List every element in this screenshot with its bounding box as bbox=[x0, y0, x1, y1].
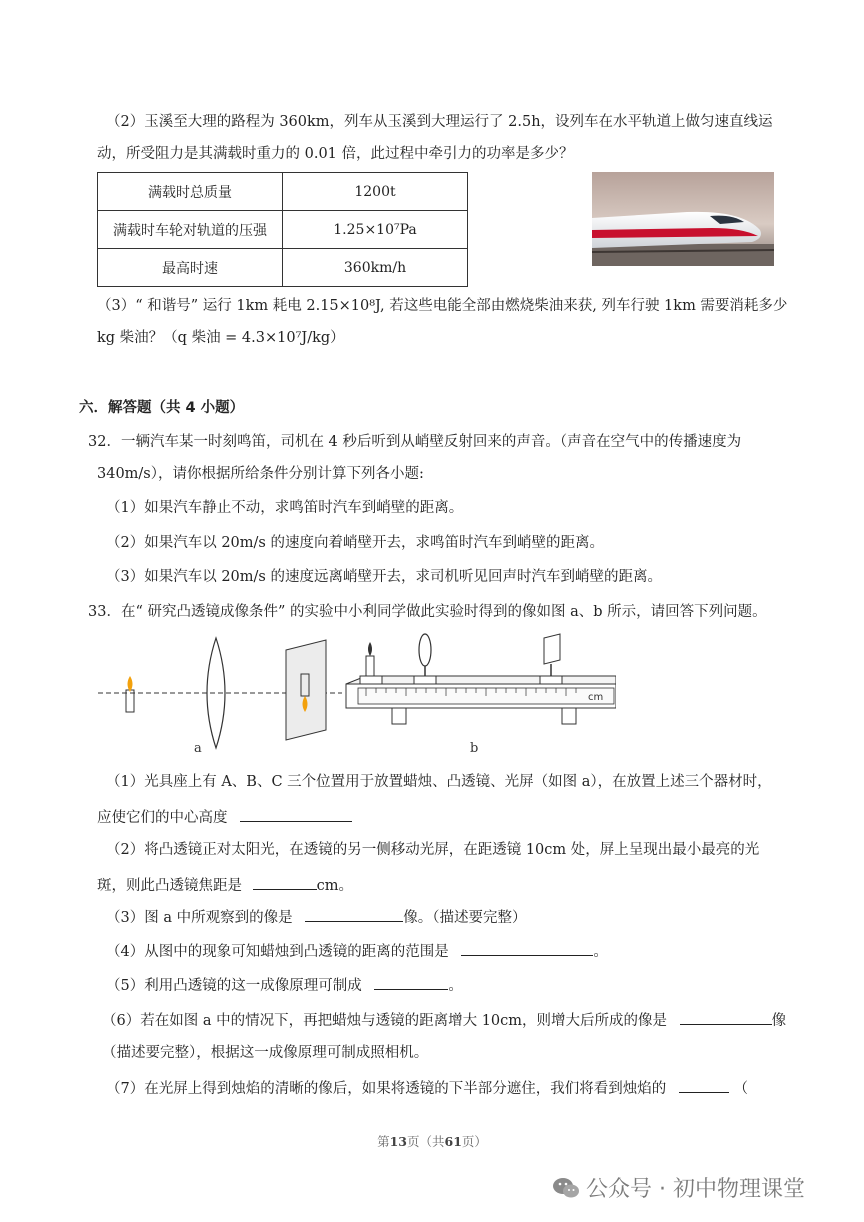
train-photo bbox=[592, 172, 774, 266]
p33-sub-1-line1: （1）光具座上有 A、B、C 三个位置用于放置蜡烛、凸透镜、光屏（如图 a），在放置上述三个器材时， bbox=[106, 774, 772, 790]
table-row bbox=[98, 249, 468, 287]
answer-blank[interactable] bbox=[374, 974, 448, 990]
p32-sub-3: （3）如果汽车以 20m/s 的速度远离峭壁开去，求司机听见回声时汽车到峭壁的距离。 bbox=[106, 569, 662, 585]
p33-sub-4-tail: 。 bbox=[593, 944, 608, 960]
q3-line1: （3）“ 和谐号” 运行 1km 耗电 2.15×10⁸J, 若这些电能全部由燃烧柴油来获, 列车行驶 1km 需要消耗多少 bbox=[97, 298, 788, 314]
p32-stem-1: 32．一辆汽车某一时刻鸣笛，司机在 4 秒后听到从峭壁反射回来的声音。（声音在空气中的传播速度为 bbox=[88, 434, 742, 450]
p33-sub-7-tail: （ bbox=[733, 1081, 748, 1097]
p33-stem: 33．在“ 研究凸透镜成像条件” 的实验中小利同学做此实验时得到的像如图 a、b 所示，请回答下列问题。 bbox=[88, 604, 767, 620]
figure-b-label: b bbox=[470, 741, 479, 756]
table-row bbox=[98, 211, 468, 249]
table-row bbox=[98, 173, 468, 211]
q2-line2: 动，所受阻力是其满载时重力的 0.01 倍，此过程中牵引力的功率是多少？ bbox=[97, 146, 574, 162]
p33-sub-2-line2 bbox=[97, 874, 353, 896]
answer-blank[interactable] bbox=[305, 906, 403, 922]
table-cell-label: 满载时车轮对轨道的压强 bbox=[98, 211, 283, 249]
p33-sub-6-line1 bbox=[102, 1009, 786, 1031]
section-heading: 六．解答题（共 4 小题） bbox=[79, 400, 245, 416]
answer-blank[interactable] bbox=[461, 940, 593, 956]
p32-stem-2: 340m/s），请你根据所给条件分别计算下列各小题: bbox=[97, 466, 424, 482]
p33-sub-6-line2: （描述要完整），根据这一成像原理可制成照相机。 bbox=[102, 1045, 429, 1061]
p33-sub-5 bbox=[106, 974, 463, 996]
p33-sub-1-line2 bbox=[97, 806, 352, 828]
footer-pre: 第 bbox=[377, 1134, 390, 1149]
p33-sub-7-text: （7）在光屏上得到烛焰的清晰的像后，如果将透镜的下半部分遮住，我们将看到烛焰的 bbox=[106, 1081, 667, 1097]
watermark-text: 公众号 · 初中物理课堂 bbox=[586, 1177, 805, 1202]
figure-b bbox=[346, 634, 616, 756]
p33-sub-3 bbox=[106, 906, 526, 928]
p33-sub-6-text: （6）若在如图 a 中的情况下，再把蜡烛与透镜的距离增大 10cm，则增大后所成的像是 bbox=[102, 1013, 668, 1029]
table-cell-label: 最高时速 bbox=[98, 249, 283, 287]
page-number: 13 bbox=[389, 1134, 407, 1149]
p33-sub-5-tail: 。 bbox=[448, 978, 463, 994]
table-cell-value: 1.25×10⁷Pa bbox=[283, 211, 468, 249]
wechat-watermark bbox=[552, 1172, 805, 1203]
answer-blank[interactable] bbox=[679, 1077, 729, 1093]
table-cell-label: 满载时总质量 bbox=[98, 173, 283, 211]
answer-blank[interactable] bbox=[680, 1009, 772, 1025]
p33-sub-2-text: 斑，则此凸透镜焦距是 bbox=[97, 878, 242, 894]
page-total: 61 bbox=[444, 1134, 462, 1149]
ruler-unit: cm bbox=[588, 692, 604, 703]
q3-line2: kg 柴油？（q 柴油 = 4.3×10⁷J/kg） bbox=[97, 330, 345, 346]
page-footer bbox=[0, 1132, 864, 1150]
footer-mid: 页（共 bbox=[406, 1134, 445, 1149]
p33-sub-6-tail: 像 bbox=[771, 1013, 787, 1029]
table-cell-value: 360km/h bbox=[283, 249, 468, 287]
p32-sub-1: （1）如果汽车静止不动，求鸣笛时汽车到峭壁的距离。 bbox=[106, 500, 464, 516]
spec-table bbox=[97, 172, 468, 287]
q2-line1: （2）玉溪至大理的路程为 360km，列车从玉溪到大理运行了 2.5h，设列车在水平轨道上做匀速直线运 bbox=[106, 114, 773, 130]
footer-post: 页） bbox=[461, 1134, 487, 1149]
answer-blank[interactable] bbox=[253, 874, 317, 890]
p33-sub-3-tail: 像。（描述要完整） bbox=[403, 910, 527, 926]
p33-sub-3-text: （3）图 a 中所观察到的像是 bbox=[106, 910, 293, 926]
answer-blank[interactable] bbox=[240, 806, 352, 822]
figure-a bbox=[98, 638, 342, 756]
p33-sub-1-text: 应使它们的中心高度 bbox=[97, 810, 228, 826]
figure-a-label: a bbox=[194, 741, 202, 756]
p33-sub-4-text: （4）从图中的现象可知蜡烛到凸透镜的距离的范围是 bbox=[106, 944, 449, 960]
table-cell-value: 1200t bbox=[283, 173, 468, 211]
wechat-icon bbox=[552, 1176, 580, 1200]
p32-sub-2: （2）如果汽车以 20m/s 的速度向着峭壁开去，求鸣笛时汽车到峭壁的距离。 bbox=[106, 535, 604, 551]
p33-sub-7 bbox=[106, 1077, 748, 1099]
lens-figures bbox=[96, 632, 616, 760]
p33-sub-2-unit: cm。 bbox=[316, 878, 353, 894]
p33-sub-2-line1: （2）将凸透镜正对太阳光，在透镜的另一侧移动光屏，在距透镜 10cm 处，屏上呈现出最小最亮的光 bbox=[106, 842, 760, 858]
p33-sub-5-text: （5）利用凸透镜的这一成像原理可制成 bbox=[106, 978, 362, 994]
p33-sub-4 bbox=[106, 940, 608, 962]
